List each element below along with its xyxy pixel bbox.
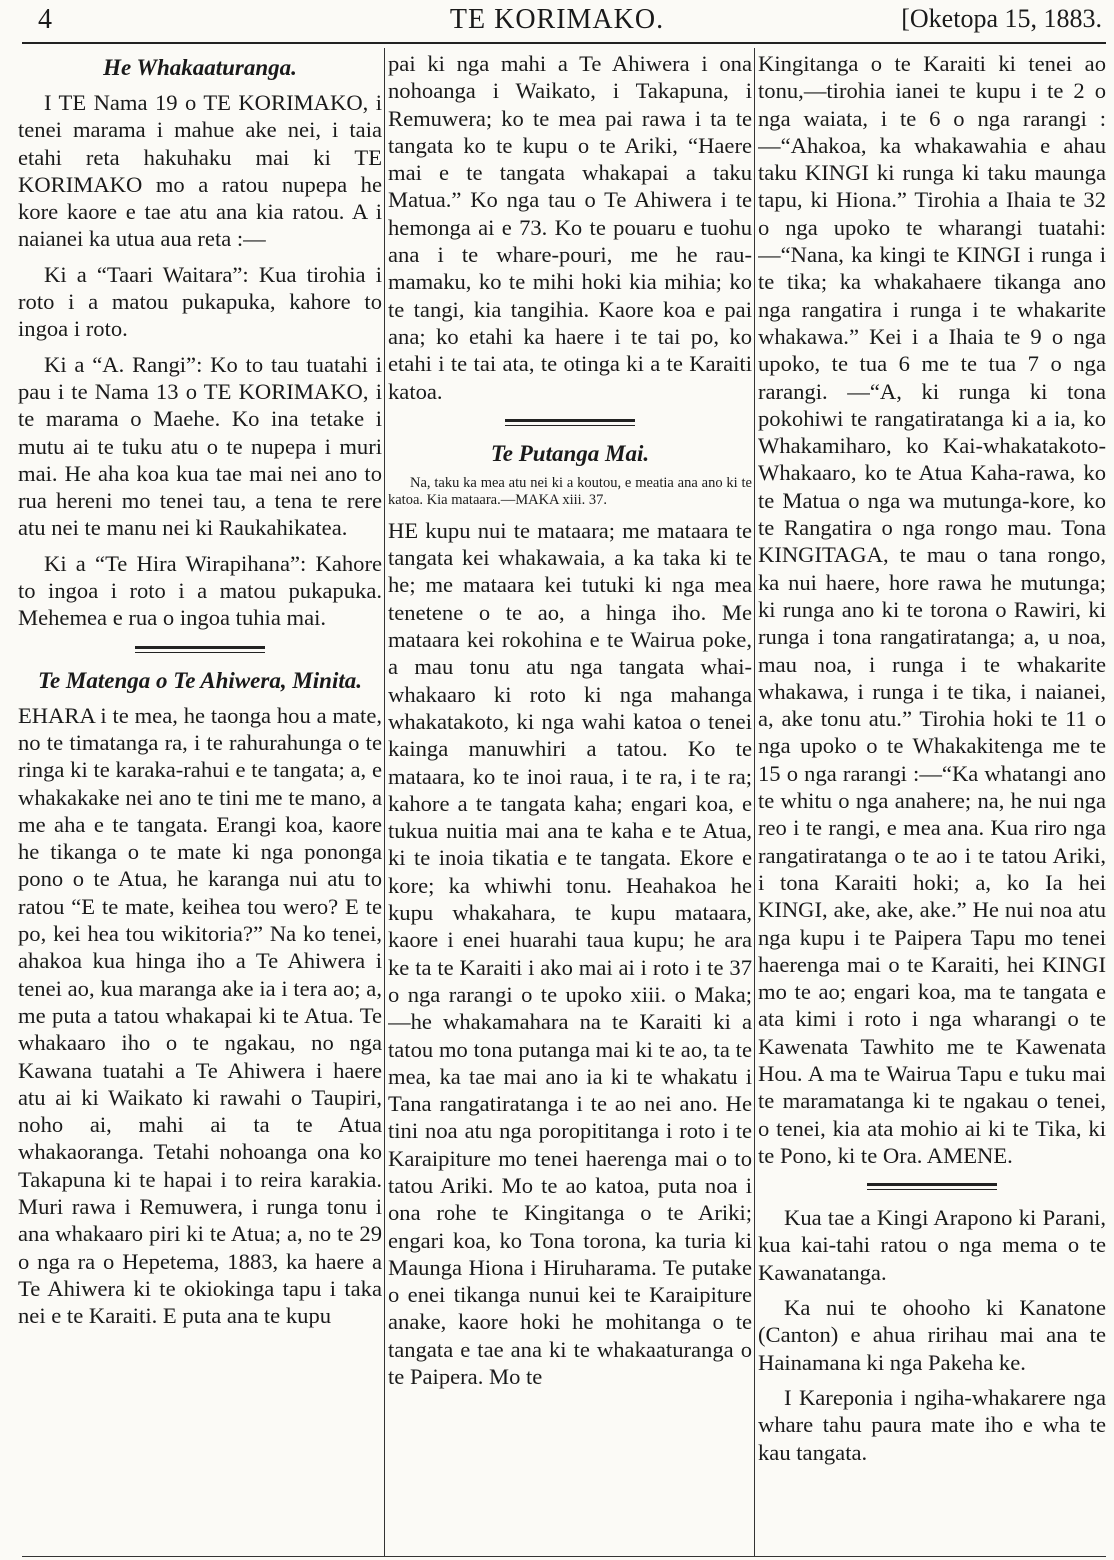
footer-rule	[22, 1556, 1106, 1557]
article-paragraph: pai ki nga mahi a Te Ahiwera i ona nohoanga i Waikato, i Takapuna, i Remuwera; ko te mea pai rawa i ta te tangata ko te kupu o te Ariki, “Haere mai e te tangata whakapai a taku Matua.” Ko nga tau o Te Ahiwera i te hemonga ai e 73. Ko te pouaru e tuohu ana i te whare-pouri, me he rau-mamaku, ko te mihi hoki kia mihia; ko te tangi, kia tangihia. Kaore koa e pai ana; ko etahi ka haere i te tai po, ko etahi i te tai ata, te otinga ki a te Karaiti katoa.	[388, 51, 752, 404]
article-heading: Te Matenga o Te Ahiwera, Minita.	[38, 667, 362, 693]
news-item: Ka nui te ohooho ki Kanatone (Canton) e ahua ririhau mai ana te Hainamana ki nga Pakeha ke.	[758, 1295, 1106, 1375]
article-paragraph: HE kupu nui te mataara; me mataara te tangata kei whakawaia, a ka taka ki te he; me mataara kei tutuki ki nga mea tenetene o te ao, a hinga iho. Me mataara kei rokohina e te Wairua poke, a mau tonu atu nga tangata whai-whakaaro ki roto ki nga mahanga whakatakoto, ki nga wahi katoa o tenei kainga manuwhiri a tatou. Ko te mataara, ko te inoi raua, i te ra, i te ra; kahore a te tangata kaha; engari koa, e tukua nuitia mai ana te kaha e te Atua, ki te inoia tikatia e te tangata. Ekore e kore; ka whiwhi tonu. Heahakoa he kupu whakahara, te kupu mataara, kaore i enei huarahi taua kupu; he ara ke ta te Karaiti i ako mai ai i roto i te 37 o nga rarangi o te upoko xiii. o Maka; —he whakamahara na te Karaiti ki a tatou mo tona putanga mai ki te ao, ta te mea, ka tae mai ano ia ki te whakatu i Tana rangatiratanga i te ao nei ano. He tini noa atu nga poropititanga i roto i te Karaipiture mo tenei haerenga mai o to tatou Ariki. Mo te ao katoa, puta noa i ona rohe te Kingitanga o te Ariki; engari koa, ko Tona torona, ka turia ki Maunga Hiona i Hiruharama. Te putake o enei tikanga nunui kei te Karaipiture anake, kaore hoki he mohitanga o te tangata e tae ana ki te whakaaturanga o te Paipera. Mo te	[388, 517, 752, 1390]
article-paragraph: Ki a “Taari Waitara”: Kua tirohia i roto i a matou pukapuka, kahore to ingoa i roto.	[18, 261, 382, 342]
column-3	[758, 50, 1106, 1555]
masthead	[0, 0, 1114, 46]
page-number: 4	[38, 4, 52, 35]
newspaper-title: TE KORIMAKO.	[449, 4, 665, 35]
article-paragraph: Ki a “A. Rangi”: Ko to tau tuatahi i pau i te Nama 13 o TE KORIMAKO, i te marama o Maehe. Ko ina tetake i mutu ai te tuku atu o te nupepa i muri mai. He aha koa kua tae mai nei ano to rua hereni mo tenei tau, a tena te rere atu nei te manu nei ki Raukahikatea.	[18, 351, 382, 541]
article-paragraph: I TE Nama 19 o TE KORIMAKO, i tenei marama i mahue ake nei, i taia etahi reta hakuhaku mai ki TE KORIMAKO mo a ratou nupepa he kore kaore e tae atu ana kia ratou. A i naianei ka utua aua reta :—	[18, 90, 382, 252]
section-divider	[867, 1183, 997, 1190]
section-divider	[505, 419, 635, 426]
header-rule	[22, 42, 1106, 44]
column-2	[388, 50, 752, 1555]
article-paragraph: EHARA i te mea, he taonga hou a mate, no te timatanga ra, i te rahurahunga o te ringa ki te karaka-rahui e te tangata; a, e whakakake nei ano te tini me te mano, a me aha e te tangata. Erangi koa, kaore he tikanga o te mate ki nga pononga pono o te Atua, he karanga nui atu to ratou “E te mate, keihea tou wero? E te po, kei hea tou wikitoria?” Na ko tenei, ahakoa kua hinga iho a Te Ahiwera i tenei ao, kua maranga ake ia i tera ao; a, me puta a tatou whakapai ki te Atua. Te whakaaro iho o te ngakau, no nga Kawana tuatahi a Te Ahiwera i haere atu ai ki Waikato ki rawahi o Taupiri, noho ai, mahi ai ta te Atua whakaoranga. Tetahi nohoanga ona ko Takapuna ki te hapai i to reira karakia. Muri rawa i Remuwera, i runga tonu i ana whakaaro piri ki te Atua; a, no te 29 o nga ra o Hepetema, 1883, ka haere a Te Ahiwera ki te okiokinga tapu i taka nei e te Karaiti. E puta ana te kupu	[18, 702, 382, 1329]
article-paragraph: Kingitanga o te Karaiti ki tenei ao tonu,—tirohia ianei te kupu i te 2 o nga waiata, i te 6 o nga rarangi :—“Ahakoa, ka whakawahia e ahau taku KINGI ki runga ki taku maunga tapu, ki Hiona.” Tirohia a Ihaia te 32 o nga upoko te wharangi tuatahi: —“Nana, ka kingi te KINGI i runga i te tika; ka whakahaere tikanga ano nga rangatira i runga i te whakarite whakawa.” Kei i a Ihaia te 9 o nga upoko, te tua 6 me te tua 7 o nga rarangi. —“A, ki runga ki tona pokohiwi te rangatiratanga ki a ia, ko Whakamiharo, ko Kai-whakatakoto-Whakaaro, ko te Atua Kaha-rawa, ko te Matua o nga wa mutunga-kore, ko te Rangatira o nga rongo mau. Tona KINGITAGA, te mau o tana rongo, ka nui haere, hore rawa he mutunga; ki runga ano ki te torona o Rawiri, ki runga i tona rangatiratanga; a, u noa, mau noa, i runga i te whakarite whakawa, i runga i te tika, i naianei, a, ake tonu atu.” Tirohia hoki te 11 o nga upoko o te Whakakitenga me te 15 o nga rarangi :—“Ka whatangi ano te whitu o nga anahere; na, he nui nga reo i te rangi, e mea ana. Kua riro nga rangatiratanga o te ao i te tatou Ariki, i tona Karaiti hoki; a, ko Ia hei KINGI, ake, ake, ake.” He nui noa atu nga kupu i te Paipera Tapu mo tenei haerenga mai o te Karaiti, hei KINGI mo te ao; engari koa, ma te tangata e ata kimi i roto i nga wharangi o te Kawenata Tawhito me te Kawenata Hou. A ma te Wairua Tapu e tuku mai te maramatanga ki te ngakau o tenei, o tenei, kia ata mohio ai ki te Tika, ki te Pono, ki te Ora. AMENE.	[758, 51, 1106, 1168]
column-divider	[754, 48, 755, 1556]
news-item: Kua tae a Kingi Arapono ki Parani, kua kai-tahi ratou o nga mema o te Kawanatanga.	[758, 1205, 1106, 1285]
article-paragraph: Ki a “Te Hira Wirapihana”: Kahore to ingoa i roto i a matou pukapuka. Mehemea e rua o ingoa tuhia mai.	[18, 550, 382, 631]
section-divider	[135, 646, 265, 653]
epigraph: Na, taku ka mea atu nei ki a koutou, e meatia ana ano ki te katoa. Kia mataara.—MAKA xiii. 37.	[388, 474, 752, 508]
article-heading: Te Putanga Mai.	[490, 440, 650, 466]
news-item: I Kareponia i ngiha-whakarere nga whare tahu paura mate iho e wha te kau tangata.	[758, 1384, 1106, 1465]
column-divider	[384, 48, 385, 1556]
article-heading: He Whakaaturanga.	[103, 55, 297, 80]
column-1	[18, 50, 382, 1555]
issue-date: [Oketopa 15, 1883.	[901, 4, 1102, 33]
